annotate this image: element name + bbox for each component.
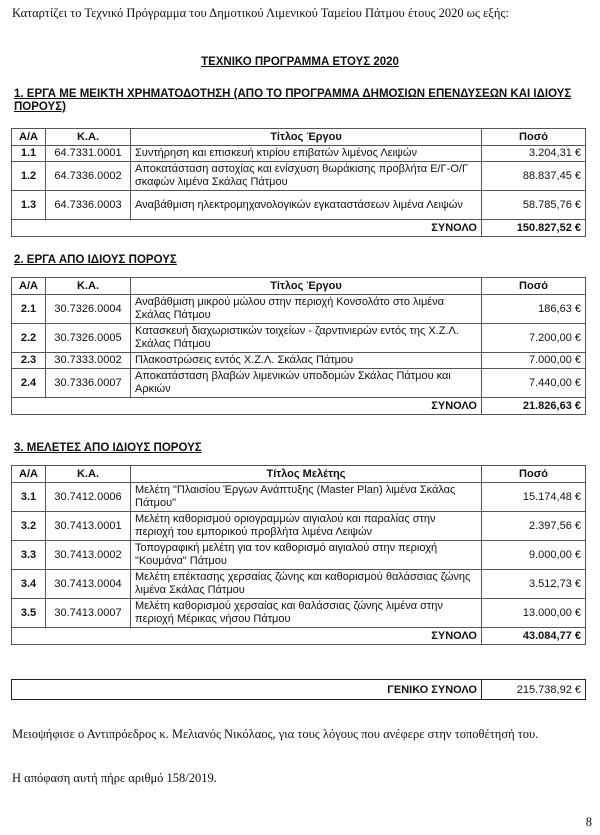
decision-note: Η απόφαση αυτή πήρε αριθμό 158/2019. <box>12 771 217 785</box>
cell-ka: 30.7412.0006 <box>46 483 131 512</box>
section-3-table <box>11 465 586 645</box>
cell-amount: 7.000,00 € <box>482 353 586 369</box>
cell-title: Αποκατάσταση αστοχίας και ενίσχυση θωράκισης προβλήτα Ε/Γ-Ο/Γ σκαφών λιμένα Σκάλας Πάτμου <box>131 162 482 191</box>
cell-aa: 2.1 <box>12 295 46 324</box>
cell-aa: 3.4 <box>12 570 46 599</box>
cell-aa: 3.2 <box>12 512 46 541</box>
table-row <box>12 146 586 162</box>
table-row <box>12 599 586 628</box>
header-ka: Κ.Α. <box>46 466 131 483</box>
cell-ka: 64.7331.0001 <box>46 146 131 162</box>
header-amount: Ποσό <box>482 129 586 146</box>
table-row <box>12 369 586 398</box>
cell-amount: 13.000,00 € <box>482 599 586 628</box>
header-title: Τίτλος Μελέτης <box>131 466 482 483</box>
total-label: ΣΥΝΟΛΟ <box>12 220 482 237</box>
section-2-table <box>11 277 586 415</box>
total-row <box>12 220 586 237</box>
cell-ka: 30.7413.0004 <box>46 570 131 599</box>
total-amount: 150.827,52 € <box>482 220 586 237</box>
table-header-row <box>12 278 586 295</box>
cell-ka: 64.7336.0002 <box>46 162 131 191</box>
table-row <box>12 570 586 599</box>
cell-aa: 3.5 <box>12 599 46 628</box>
header-aa: Α/Α <box>12 278 46 295</box>
cell-ka: 30.7333.0002 <box>46 353 131 369</box>
cell-ka: 30.7336.0007 <box>46 369 131 398</box>
cell-ka: 30.7413.0002 <box>46 541 131 570</box>
table-row <box>12 541 586 570</box>
cell-title: Μελέτη επέκτασης χερσαίας ζώνης και καθορισμού θαλάσσιας ζώνης λιμένα Σκάλας Πάτμου <box>131 570 482 599</box>
cell-amount: 58.785,76 € <box>482 191 586 220</box>
total-row <box>12 398 586 415</box>
table-header-row <box>12 466 586 483</box>
total-row <box>12 628 586 645</box>
cell-title: Πλακοστρώσεις εντός Χ.Ζ.Λ. Σκάλας Πάτμου <box>131 353 482 369</box>
grand-total-row <box>12 680 586 700</box>
cell-ka: 30.7413.0007 <box>46 599 131 628</box>
table-row <box>12 295 586 324</box>
vote-note: Μειοψήφισε ο Αντιπρόεδρος κ. Μελιανός Νικόλαος, για τους λόγους που ανέφερε στην τοποθέτησή του. <box>12 727 539 741</box>
cell-ka: 30.7326.0004 <box>46 295 131 324</box>
cell-aa: 1.2 <box>12 162 46 191</box>
cell-title: Τοπογραφική μελέτη για τον καθορισμό αιγιαλού στην περιοχή "Κουμάνα" Πάτμου <box>131 541 482 570</box>
intro-text: Καταρτίζει το Τεχνικό Πρόγραμμα του Δημοτικού Λιμενικού Ταμείου Πάτμου έτους 2020 ως εξής: <box>12 6 509 20</box>
cell-title: Μελέτη καθορισμού οριογραμμών αιγιαλού και παραλίας στην περιοχή του εμπορικού προβλήτα λιμένα Λειψών <box>131 512 482 541</box>
total-amount: 21.826,63 € <box>482 398 586 415</box>
cell-amount: 7.440,00 € <box>482 369 586 398</box>
section-3-title: 3. ΜΕΛΕΤΕΣ ΑΠΟ ΙΔΙΟΥΣ ΠΟΡΟΥΣ <box>14 442 202 454</box>
header-aa: Α/Α <box>12 129 46 146</box>
total-amount: 43.084,77 € <box>482 628 586 645</box>
cell-amount: 3.204,31 € <box>482 146 586 162</box>
cell-title: Κατασκευή διαχωριστικών τοιχείων - ζαρντινιερών εντός της Χ.Ζ.Λ. Σκάλας Πάτμου <box>131 324 482 353</box>
page-number: 8 <box>585 815 592 829</box>
table-row <box>12 512 586 541</box>
cell-ka: 64.7336.0003 <box>46 191 131 220</box>
table-header-row <box>12 129 586 146</box>
total-label: ΣΥΝΟΛΟ <box>12 628 482 645</box>
table-row <box>12 353 586 369</box>
cell-amount: 3.512,73 € <box>482 570 586 599</box>
section-1-table <box>11 128 586 237</box>
header-title: Τίτλος Έργου <box>131 129 482 146</box>
cell-aa: 1.3 <box>12 191 46 220</box>
cell-amount: 9.000,00 € <box>482 541 586 570</box>
page-title: ΤΕΧΝΙΚΟ ΠΡΟΓΡΑΜΜΑ ΕΤΟΥΣ 2020 <box>201 56 399 68</box>
grand-total-label: ΓΕΝΙΚΟ ΣΥΝΟΛΟ <box>12 680 482 700</box>
table-row <box>12 324 586 353</box>
header-title: Τίτλος Έργου <box>131 278 482 295</box>
cell-amount: 2.397,56 € <box>482 512 586 541</box>
header-aa: Α/Α <box>12 466 46 483</box>
section-2-title: 2. ΕΡΓΑ ΑΠΟ ΙΔΙΟΥΣ ΠΟΡΟΥΣ <box>14 254 177 266</box>
cell-aa: 2.4 <box>12 369 46 398</box>
grand-total-table <box>11 679 586 700</box>
cell-aa: 2.2 <box>12 324 46 353</box>
cell-title: Συντήρηση και επισκευή κτιρίου επιβατών λιμένος Λειψών <box>131 146 482 162</box>
cell-aa: 3.3 <box>12 541 46 570</box>
header-amount: Ποσό <box>482 278 586 295</box>
cell-title: Μελέτη καθορισμού χερσαίας και θαλάσσιας ζώνης λιμένα στην περιοχή Μέρικας νήσου Πάτμου <box>131 599 482 628</box>
cell-title: Μελέτη "Πλαισίου Έργων Ανάπτυξης (Master Plan) λιμένα Σκάλας Πάτμου" <box>131 483 482 512</box>
header-amount: Ποσό <box>482 466 586 483</box>
cell-amount: 186,63 € <box>482 295 586 324</box>
cell-aa: 3.1 <box>12 483 46 512</box>
cell-title: Αναβάθμιση μικρού μώλου στην περιοχή Κονσολάτο στο λιμένα Σκάλας Πάτμου <box>131 295 482 324</box>
section-1-title: 1. ΕΡΓΑ ΜΕ ΜΕΙΚΤΗ ΧΡΗΜΑΤΟΔΟΤΗΣΗ (ΑΠΟ ΤΟ ΠΡΟΓΡΑΜΜΑ ΔΗΜΟΣΙΩΝ ΕΠΕΝΔΥΣΕΩΝ ΚΑΙ ΙΔΙΟΥΣ ΠΟΡΟΥΣ) <box>14 88 572 113</box>
cell-aa: 2.3 <box>12 353 46 369</box>
table-row <box>12 191 586 220</box>
header-ka: Κ.Α. <box>46 129 131 146</box>
cell-title: Αναβάθμιση ηλεκτρομηχανολογικών εγκαταστάσεων λιμένα Λειψών <box>131 191 482 220</box>
cell-amount: 7.200,00 € <box>482 324 586 353</box>
cell-amount: 88.837,45 € <box>482 162 586 191</box>
grand-total-amount: 215.738,92 € <box>482 680 586 700</box>
cell-ka: 30.7413.0001 <box>46 512 131 541</box>
table-row <box>12 162 586 191</box>
cell-title: Αποκατάσταση βλαβών λιμενικών υποδομών Σκάλας Πάτμου και Αρκιών <box>131 369 482 398</box>
total-label: ΣΥΝΟΛΟ <box>12 398 482 415</box>
table-row <box>12 483 586 512</box>
header-ka: Κ.Α. <box>46 278 131 295</box>
cell-ka: 30.7326.0005 <box>46 324 131 353</box>
cell-aa: 1.1 <box>12 146 46 162</box>
cell-amount: 15.174,48 € <box>482 483 586 512</box>
